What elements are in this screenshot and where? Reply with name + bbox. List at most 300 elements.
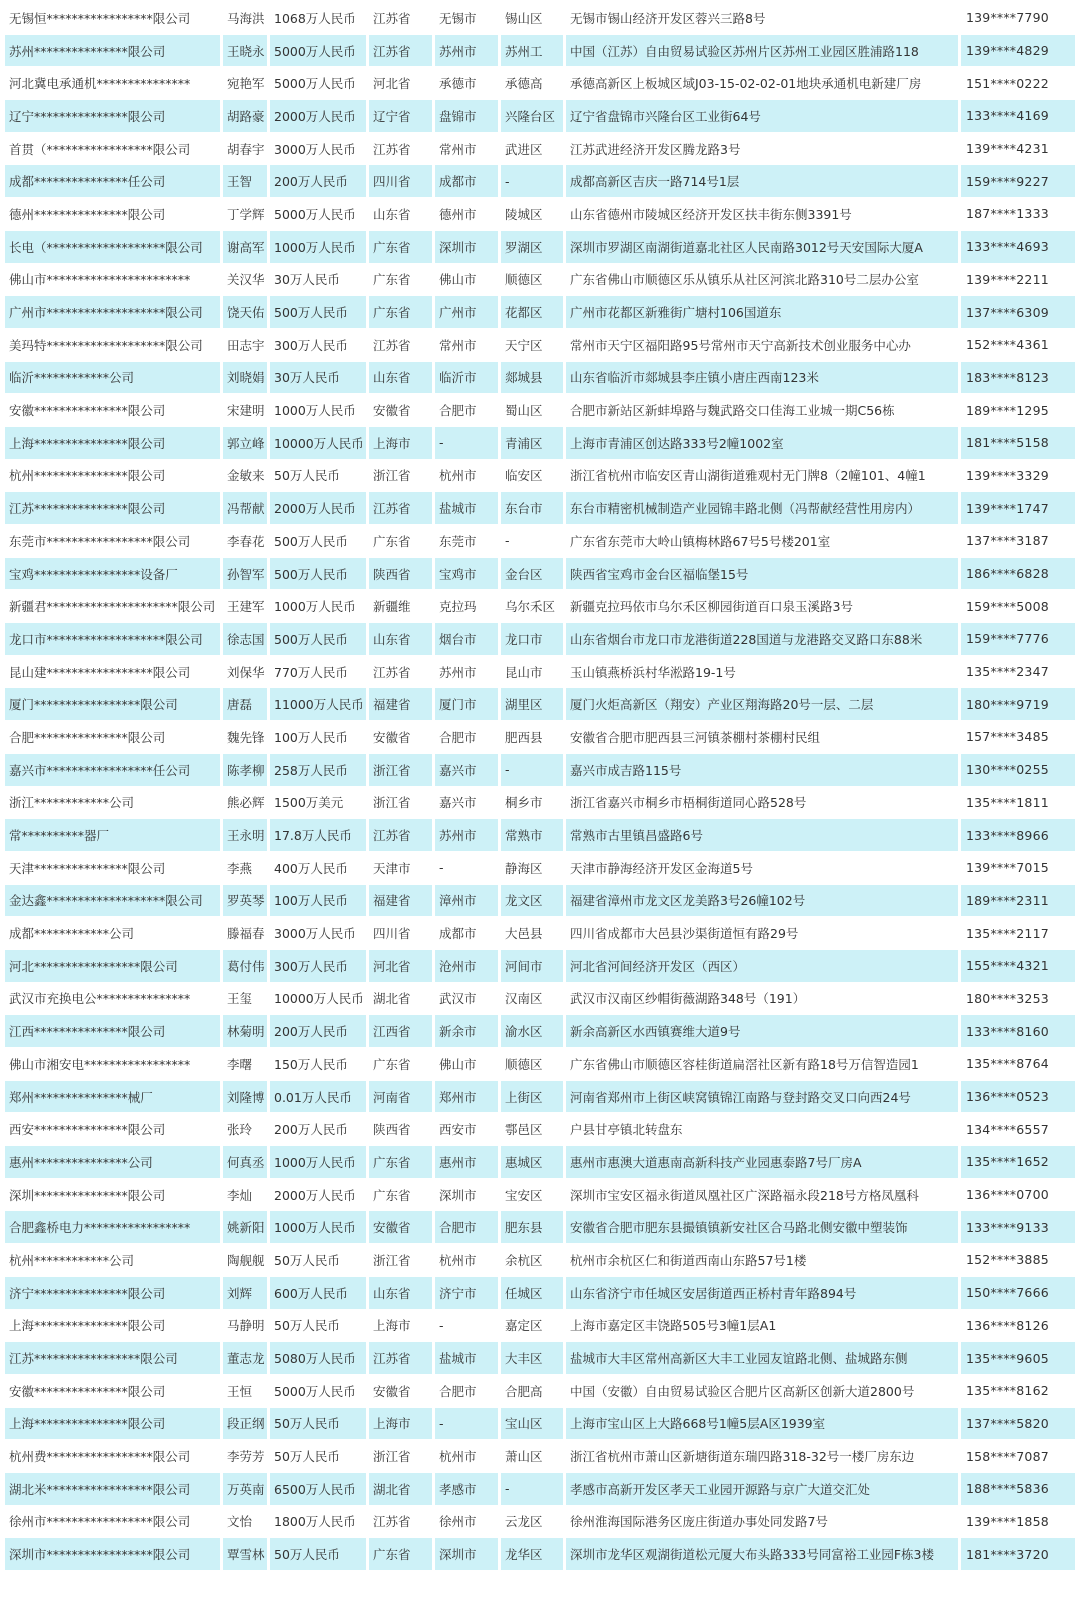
legal-rep-cell: 李灿: [223, 1179, 270, 1212]
district-cell: 任城区: [501, 1277, 566, 1310]
province-cell: 福建省: [369, 885, 435, 918]
city-cell: 德州市: [435, 198, 501, 231]
city-cell: 成都市: [435, 917, 501, 950]
district-cell: 顺德区: [501, 264, 566, 297]
province-cell: 福建省: [369, 688, 435, 721]
phone-cell: 180****9719: [961, 688, 1075, 721]
company-name-cell: 合肥鑫桥电力*****************: [5, 1211, 223, 1244]
province-cell: 河南省: [369, 1081, 435, 1114]
phone-cell: 135****8764: [961, 1048, 1075, 1081]
city-cell: 西安市: [435, 1113, 501, 1146]
company-name-cell: 杭州费*****************限公司: [5, 1440, 223, 1473]
table-row: [5, 492, 1075, 525]
phone-cell: 134****6557: [961, 1113, 1075, 1146]
registered-capital-cell: 50万人民币: [270, 1538, 369, 1571]
district-cell: 龙文区: [501, 885, 566, 918]
city-cell: 成都市: [435, 165, 501, 198]
city-cell: -: [435, 1408, 501, 1441]
phone-cell: 133****9133: [961, 1211, 1075, 1244]
province-cell: 广东省: [369, 1146, 435, 1179]
address-cell: 深圳市龙华区观湖街道松元厦大布头路333号同富裕工业园F栋3楼: [566, 1538, 961, 1571]
province-cell: 浙江省: [369, 460, 435, 493]
phone-cell: 133****4693: [961, 231, 1075, 264]
registered-capital-cell: 200万人民币: [270, 1113, 369, 1146]
company-name-cell: 金达鑫*******************限公司: [5, 885, 223, 918]
address-cell: 河北省河间经济开发区（西区）: [566, 950, 961, 983]
province-cell: 江苏省: [369, 2, 435, 35]
phone-cell: 181****5158: [961, 427, 1075, 460]
district-cell: 渝水区: [501, 1015, 566, 1048]
district-cell: 肥西县: [501, 721, 566, 754]
table-row: [5, 656, 1075, 689]
registered-capital-cell: 200万人民币: [270, 165, 369, 198]
legal-rep-cell: 董志龙: [223, 1342, 270, 1375]
province-cell: 江苏省: [369, 492, 435, 525]
registered-capital-cell: 1068万人民币: [270, 2, 369, 35]
table-row: [5, 1408, 1075, 1441]
legal-rep-cell: 覃雪林: [223, 1538, 270, 1571]
address-cell: 嘉兴市成吉路115号: [566, 754, 961, 787]
address-cell: 徐州淮海国际港务区庞庄街道办事处同发路7号: [566, 1506, 961, 1539]
company-name-cell: 常**********器厂: [5, 819, 223, 852]
company-name-cell: 江苏***************限公司: [5, 492, 223, 525]
company-name-cell: 新疆君*********************限公司: [5, 590, 223, 623]
city-cell: 合肥市: [435, 1211, 501, 1244]
table-row: [5, 819, 1075, 852]
registered-capital-cell: 300万人民币: [270, 950, 369, 983]
phone-cell: 188****5836: [961, 1473, 1075, 1506]
address-cell: 山东省临沂市郯城县李庄镇小唐庄西南123米: [566, 362, 961, 395]
address-cell: 浙江省杭州市临安区青山湖街道雅观村无门牌8（2幢101、4幢1: [566, 460, 961, 493]
registered-capital-cell: 500万人民币: [270, 558, 369, 591]
province-cell: 湖北省: [369, 1473, 435, 1506]
phone-cell: 152****3885: [961, 1244, 1075, 1277]
phone-cell: 139****1858: [961, 1506, 1075, 1539]
city-cell: 常州市: [435, 133, 501, 166]
province-cell: 河北省: [369, 950, 435, 983]
company-name-cell: 长电（*******************限公司: [5, 231, 223, 264]
city-cell: 合肥市: [435, 1375, 501, 1408]
legal-rep-cell: 滕福春: [223, 917, 270, 950]
address-cell: 山东省济宁市任城区安居街道西正桥村青年路894号: [566, 1277, 961, 1310]
district-cell: 萧山区: [501, 1440, 566, 1473]
table-row: [5, 1081, 1075, 1114]
registered-capital-cell: 30万人民币: [270, 362, 369, 395]
district-cell: 临安区: [501, 460, 566, 493]
province-cell: 江苏省: [369, 35, 435, 68]
legal-rep-cell: 罗英琴: [223, 885, 270, 918]
legal-rep-cell: 文怡: [223, 1506, 270, 1539]
district-cell: 龙口市: [501, 623, 566, 656]
phone-cell: 181****3720: [961, 1538, 1075, 1571]
company-name-cell: 厦门*****************限公司: [5, 688, 223, 721]
city-cell: 常州市: [435, 329, 501, 362]
province-cell: 安徽省: [369, 1211, 435, 1244]
city-cell: 宝鸡市: [435, 558, 501, 591]
province-cell: 江西省: [369, 1015, 435, 1048]
legal-rep-cell: 唐磊: [223, 688, 270, 721]
table-row: [5, 623, 1075, 656]
address-cell: 无锡市锡山经济开发区蓉兴三路8号: [566, 2, 961, 35]
phone-cell: 139****4829: [961, 35, 1075, 68]
phone-cell: 150****7666: [961, 1277, 1075, 1310]
registered-capital-cell: 17.8万人民币: [270, 819, 369, 852]
company-name-cell: 江西***************限公司: [5, 1015, 223, 1048]
company-name-cell: 德州***************限公司: [5, 198, 223, 231]
legal-rep-cell: 金敏来: [223, 460, 270, 493]
city-cell: 东莞市: [435, 525, 501, 558]
phone-cell: 133****8160: [961, 1015, 1075, 1048]
district-cell: 嘉定区: [501, 1310, 566, 1343]
city-cell: 郑州市: [435, 1081, 501, 1114]
city-cell: 嘉兴市: [435, 787, 501, 820]
phone-cell: 130****0255: [961, 754, 1075, 787]
legal-rep-cell: 胡春宇: [223, 133, 270, 166]
district-cell: 云龙区: [501, 1506, 566, 1539]
legal-rep-cell: 谢高军: [223, 231, 270, 264]
company-name-cell: 昆山建*****************限公司: [5, 656, 223, 689]
company-name-cell: 佛山市湘安电*****************: [5, 1048, 223, 1081]
legal-rep-cell: 何真丞: [223, 1146, 270, 1179]
phone-cell: 135****8162: [961, 1375, 1075, 1408]
province-cell: 新疆维: [369, 590, 435, 623]
district-cell: 郯城县: [501, 362, 566, 395]
city-cell: 嘉兴市: [435, 754, 501, 787]
company-name-cell: 上海***************限公司: [5, 427, 223, 460]
phone-cell: 155****4321: [961, 950, 1075, 983]
registered-capital-cell: 3000万人民币: [270, 917, 369, 950]
table-row: [5, 917, 1075, 950]
address-cell: 中国（江苏）自由贸易试验区苏州片区苏州工业园区胜浦路118: [566, 35, 961, 68]
province-cell: 湖北省: [369, 983, 435, 1016]
city-cell: 苏州市: [435, 656, 501, 689]
registered-capital-cell: 1500万美元: [270, 787, 369, 820]
legal-rep-cell: 丁学辉: [223, 198, 270, 231]
registered-capital-cell: 300万人民币: [270, 329, 369, 362]
table-row: [5, 264, 1075, 297]
address-cell: 广东省佛山市顺德区容桂街道扁滘社区新有路18号万信智造园1: [566, 1048, 961, 1081]
city-cell: 深圳市: [435, 1179, 501, 1212]
table-row: [5, 1277, 1075, 1310]
registered-capital-cell: 2000万人民币: [270, 1179, 369, 1212]
legal-rep-cell: 林菊明: [223, 1015, 270, 1048]
province-cell: 江苏省: [369, 656, 435, 689]
legal-rep-cell: 徐志国: [223, 623, 270, 656]
province-cell: 广东省: [369, 1179, 435, 1212]
district-cell: 兴隆台区: [501, 100, 566, 133]
address-cell: 广东省佛山市顺德区乐从镇乐从社区河滨北路310号二层办公室: [566, 264, 961, 297]
address-cell: 上海市嘉定区丰饶路505号3幢1层A1: [566, 1310, 961, 1343]
company-name-cell: 宝鸡*****************设备厂: [5, 558, 223, 591]
city-cell: 烟台市: [435, 623, 501, 656]
table-row: [5, 100, 1075, 133]
registered-capital-cell: 6500万人民币: [270, 1473, 369, 1506]
table-row: [5, 525, 1075, 558]
phone-cell: 187****1333: [961, 198, 1075, 231]
company-name-cell: 湖北米*****************限公司: [5, 1473, 223, 1506]
province-cell: 天津市: [369, 852, 435, 885]
registered-capital-cell: 50万人民币: [270, 1408, 369, 1441]
address-cell: 辽宁省盘锦市兴隆台区工业街64号: [566, 100, 961, 133]
province-cell: 安徽省: [369, 394, 435, 427]
district-cell: 合肥高: [501, 1375, 566, 1408]
phone-cell: 139****2211: [961, 264, 1075, 297]
company-name-cell: 佛山市***********************: [5, 264, 223, 297]
table-row: [5, 1146, 1075, 1179]
province-cell: 浙江省: [369, 1244, 435, 1277]
address-cell: 合肥市新站区新蚌埠路与魏武路交口佳海工业城一期C56栋: [566, 394, 961, 427]
legal-rep-cell: 李劳芳: [223, 1440, 270, 1473]
company-name-cell: 无锡恒*****************限公司: [5, 2, 223, 35]
legal-rep-cell: 熊必辉: [223, 787, 270, 820]
registered-capital-cell: 50万人民币: [270, 460, 369, 493]
province-cell: 河北省: [369, 67, 435, 100]
table-row: [5, 590, 1075, 623]
company-name-cell: 安徽***************限公司: [5, 1375, 223, 1408]
province-cell: 安徽省: [369, 1375, 435, 1408]
city-cell: 济宁市: [435, 1277, 501, 1310]
table-row: [5, 1113, 1075, 1146]
address-cell: 户县甘亭镇北转盘东: [566, 1113, 961, 1146]
city-cell: 杭州市: [435, 1244, 501, 1277]
district-cell: 青浦区: [501, 427, 566, 460]
province-cell: 山东省: [369, 1277, 435, 1310]
company-name-cell: 龙口市*******************限公司: [5, 623, 223, 656]
province-cell: 陕西省: [369, 1113, 435, 1146]
table-row: [5, 1310, 1075, 1343]
legal-rep-cell: 刘保华: [223, 656, 270, 689]
table-row: [5, 721, 1075, 754]
company-name-cell: 济宁***************限公司: [5, 1277, 223, 1310]
table-row: [5, 1440, 1075, 1473]
company-name-cell: 上海***************限公司: [5, 1310, 223, 1343]
company-name-cell: 惠州***************公司: [5, 1146, 223, 1179]
address-cell: 盐城市大丰区常州高新区大丰工业园友谊路北侧、盐城路东侧: [566, 1342, 961, 1375]
province-cell: 山东省: [369, 198, 435, 231]
province-cell: 山东省: [369, 362, 435, 395]
province-cell: 山东省: [369, 623, 435, 656]
city-cell: 盘锦市: [435, 100, 501, 133]
city-cell: 杭州市: [435, 1440, 501, 1473]
legal-rep-cell: 宛艳军: [223, 67, 270, 100]
registered-capital-cell: 5000万人民币: [270, 67, 369, 100]
phone-cell: 151****0222: [961, 67, 1075, 100]
legal-rep-cell: 姚新阳: [223, 1211, 270, 1244]
phone-cell: 139****4231: [961, 133, 1075, 166]
company-name-cell: 浙江************公司: [5, 787, 223, 820]
district-cell: 汉南区: [501, 983, 566, 1016]
city-cell: 沧州市: [435, 950, 501, 983]
city-cell: 盐城市: [435, 492, 501, 525]
city-cell: 临沂市: [435, 362, 501, 395]
address-cell: 安徽省合肥市肥西县三河镇茶棚村茶棚村民组: [566, 721, 961, 754]
table-row: [5, 67, 1075, 100]
legal-rep-cell: 王智: [223, 165, 270, 198]
table-row: [5, 329, 1075, 362]
district-cell: 锡山区: [501, 2, 566, 35]
registered-capital-cell: 100万人民币: [270, 885, 369, 918]
address-cell: 安徽省合肥市肥东县撮镇镇新安社区合马路北侧安徽中塑装饰: [566, 1211, 961, 1244]
address-cell: 四川省成都市大邑县沙渠街道恒有路29号: [566, 917, 961, 950]
company-table-wrapper: [5, 2, 1075, 1571]
phone-cell: 139****1747: [961, 492, 1075, 525]
registered-capital-cell: 500万人民币: [270, 623, 369, 656]
table-row: [5, 1538, 1075, 1571]
city-cell: 厦门市: [435, 688, 501, 721]
registered-capital-cell: 5080万人民币: [270, 1342, 369, 1375]
table-row: [5, 983, 1075, 1016]
table-row: [5, 1342, 1075, 1375]
table-row: [5, 296, 1075, 329]
province-cell: 四川省: [369, 917, 435, 950]
table-row: [5, 394, 1075, 427]
phone-cell: 137****6309: [961, 296, 1075, 329]
address-cell: 浙江省嘉兴市桐乡市梧桐街道同心路528号: [566, 787, 961, 820]
registered-capital-cell: 50万人民币: [270, 1244, 369, 1277]
district-cell: 河间市: [501, 950, 566, 983]
district-cell: -: [501, 525, 566, 558]
company-name-cell: 美玛特*******************限公司: [5, 329, 223, 362]
province-cell: 浙江省: [369, 1440, 435, 1473]
registered-capital-cell: 5000万人民币: [270, 198, 369, 231]
district-cell: 承德高: [501, 67, 566, 100]
address-cell: 江苏武进经济开发区腾龙路3号: [566, 133, 961, 166]
district-cell: 宝安区: [501, 1179, 566, 1212]
address-cell: 厦门火炬高新区（翔安）产业区翔海路20号一层、二层: [566, 688, 961, 721]
address-cell: 广东省东莞市大岭山镇梅林路67号5号楼201室: [566, 525, 961, 558]
legal-rep-cell: 刘隆博: [223, 1081, 270, 1114]
address-cell: 福建省漳州市龙文区龙美路3号26幢102号: [566, 885, 961, 918]
province-cell: 上海市: [369, 1408, 435, 1441]
address-cell: 常熟市古里镇昌盛路6号: [566, 819, 961, 852]
city-cell: 合肥市: [435, 394, 501, 427]
city-cell: 深圳市: [435, 231, 501, 264]
table-row: [5, 165, 1075, 198]
district-cell: 龙华区: [501, 1538, 566, 1571]
table-row: [5, 460, 1075, 493]
legal-rep-cell: 段正纲: [223, 1408, 270, 1441]
legal-rep-cell: 马海洪: [223, 2, 270, 35]
province-cell: 广东省: [369, 231, 435, 264]
company-name-cell: 武汉市充换电公***************: [5, 983, 223, 1016]
district-cell: 桐乡市: [501, 787, 566, 820]
registered-capital-cell: 50万人民币: [270, 1310, 369, 1343]
table-body: [5, 2, 1075, 1571]
phone-cell: 189****1295: [961, 394, 1075, 427]
legal-rep-cell: 马静明: [223, 1310, 270, 1343]
table-row: [5, 787, 1075, 820]
legal-rep-cell: 陶舰舰: [223, 1244, 270, 1277]
legal-rep-cell: 饶天佑: [223, 296, 270, 329]
province-cell: 上海市: [369, 1310, 435, 1343]
table-row: [5, 1244, 1075, 1277]
province-cell: 上海市: [369, 427, 435, 460]
district-cell: 花都区: [501, 296, 566, 329]
district-cell: 苏州工: [501, 35, 566, 68]
address-cell: 武汉市汉南区纱帽街薇湖路348号（191）: [566, 983, 961, 1016]
legal-rep-cell: 宋建明: [223, 394, 270, 427]
province-cell: 广东省: [369, 1048, 435, 1081]
company-name-cell: 成都***************任公司: [5, 165, 223, 198]
phone-cell: 152****4361: [961, 329, 1075, 362]
table-row: [5, 1211, 1075, 1244]
phone-cell: 137****3187: [961, 525, 1075, 558]
registered-capital-cell: 500万人民币: [270, 525, 369, 558]
province-cell: 辽宁省: [369, 100, 435, 133]
province-cell: 江苏省: [369, 329, 435, 362]
company-name-cell: 上海***************限公司: [5, 1408, 223, 1441]
province-cell: 江苏省: [369, 133, 435, 166]
city-cell: -: [435, 852, 501, 885]
legal-rep-cell: 刘辉: [223, 1277, 270, 1310]
phone-cell: 189****2311: [961, 885, 1075, 918]
district-cell: 静海区: [501, 852, 566, 885]
company-name-cell: 徐州市*****************限公司: [5, 1506, 223, 1539]
province-cell: 广东省: [369, 296, 435, 329]
registered-capital-cell: 200万人民币: [270, 1015, 369, 1048]
legal-rep-cell: 孙智军: [223, 558, 270, 591]
phone-cell: 135****2117: [961, 917, 1075, 950]
district-cell: 武进区: [501, 133, 566, 166]
phone-cell: 183****8123: [961, 362, 1075, 395]
table-row: [5, 1179, 1075, 1212]
address-cell: 新余高新区水西镇赛维大道9号: [566, 1015, 961, 1048]
address-cell: 上海市青浦区创达路333号2幢1002室: [566, 427, 961, 460]
phone-cell: 133****8966: [961, 819, 1075, 852]
registered-capital-cell: 2000万人民币: [270, 100, 369, 133]
legal-rep-cell: 关汉华: [223, 264, 270, 297]
province-cell: 广东省: [369, 1538, 435, 1571]
phone-cell: 139****7015: [961, 852, 1075, 885]
city-cell: 承德市: [435, 67, 501, 100]
legal-rep-cell: 田志宇: [223, 329, 270, 362]
table-row: [5, 1048, 1075, 1081]
phone-cell: 137****5820: [961, 1408, 1075, 1441]
city-cell: 武汉市: [435, 983, 501, 1016]
company-name-cell: 首贯（*****************限公司: [5, 133, 223, 166]
company-name-cell: 东莞市*****************限公司: [5, 525, 223, 558]
table-row: [5, 688, 1075, 721]
district-cell: 常熟市: [501, 819, 566, 852]
registered-capital-cell: 1000万人民币: [270, 231, 369, 264]
legal-rep-cell: 陈孝柳: [223, 754, 270, 787]
address-cell: 东台市精密机械制造产业园锦丰路北侧（冯帮献经营性用房内）: [566, 492, 961, 525]
company-name-cell: 临沂************公司: [5, 362, 223, 395]
company-table: [5, 2, 1075, 1571]
phone-cell: 136****0700: [961, 1179, 1075, 1212]
district-cell: 乌尔禾区: [501, 590, 566, 623]
district-cell: 罗湖区: [501, 231, 566, 264]
legal-rep-cell: 葛付伟: [223, 950, 270, 983]
address-cell: 杭州市余杭区仁和街道西南山东路57号1楼: [566, 1244, 961, 1277]
phone-cell: 159****5008: [961, 590, 1075, 623]
province-cell: 四川省: [369, 165, 435, 198]
legal-rep-cell: 胡路豪: [223, 100, 270, 133]
city-cell: 漳州市: [435, 885, 501, 918]
phone-cell: 186****6828: [961, 558, 1075, 591]
registered-capital-cell: 3000万人民币: [270, 133, 369, 166]
registered-capital-cell: 50万人民币: [270, 1440, 369, 1473]
legal-rep-cell: 王永明: [223, 819, 270, 852]
city-cell: 新余市: [435, 1015, 501, 1048]
company-name-cell: 深圳***************限公司: [5, 1179, 223, 1212]
address-cell: 天津市静海经济开发区金海道5号: [566, 852, 961, 885]
address-cell: 河南省郑州市上街区峡窝镇锦江南路与登封路交叉口向西24号: [566, 1081, 961, 1114]
company-name-cell: 安徽***************限公司: [5, 394, 223, 427]
district-cell: 蜀山区: [501, 394, 566, 427]
legal-rep-cell: 万英南: [223, 1473, 270, 1506]
city-cell: 合肥市: [435, 721, 501, 754]
